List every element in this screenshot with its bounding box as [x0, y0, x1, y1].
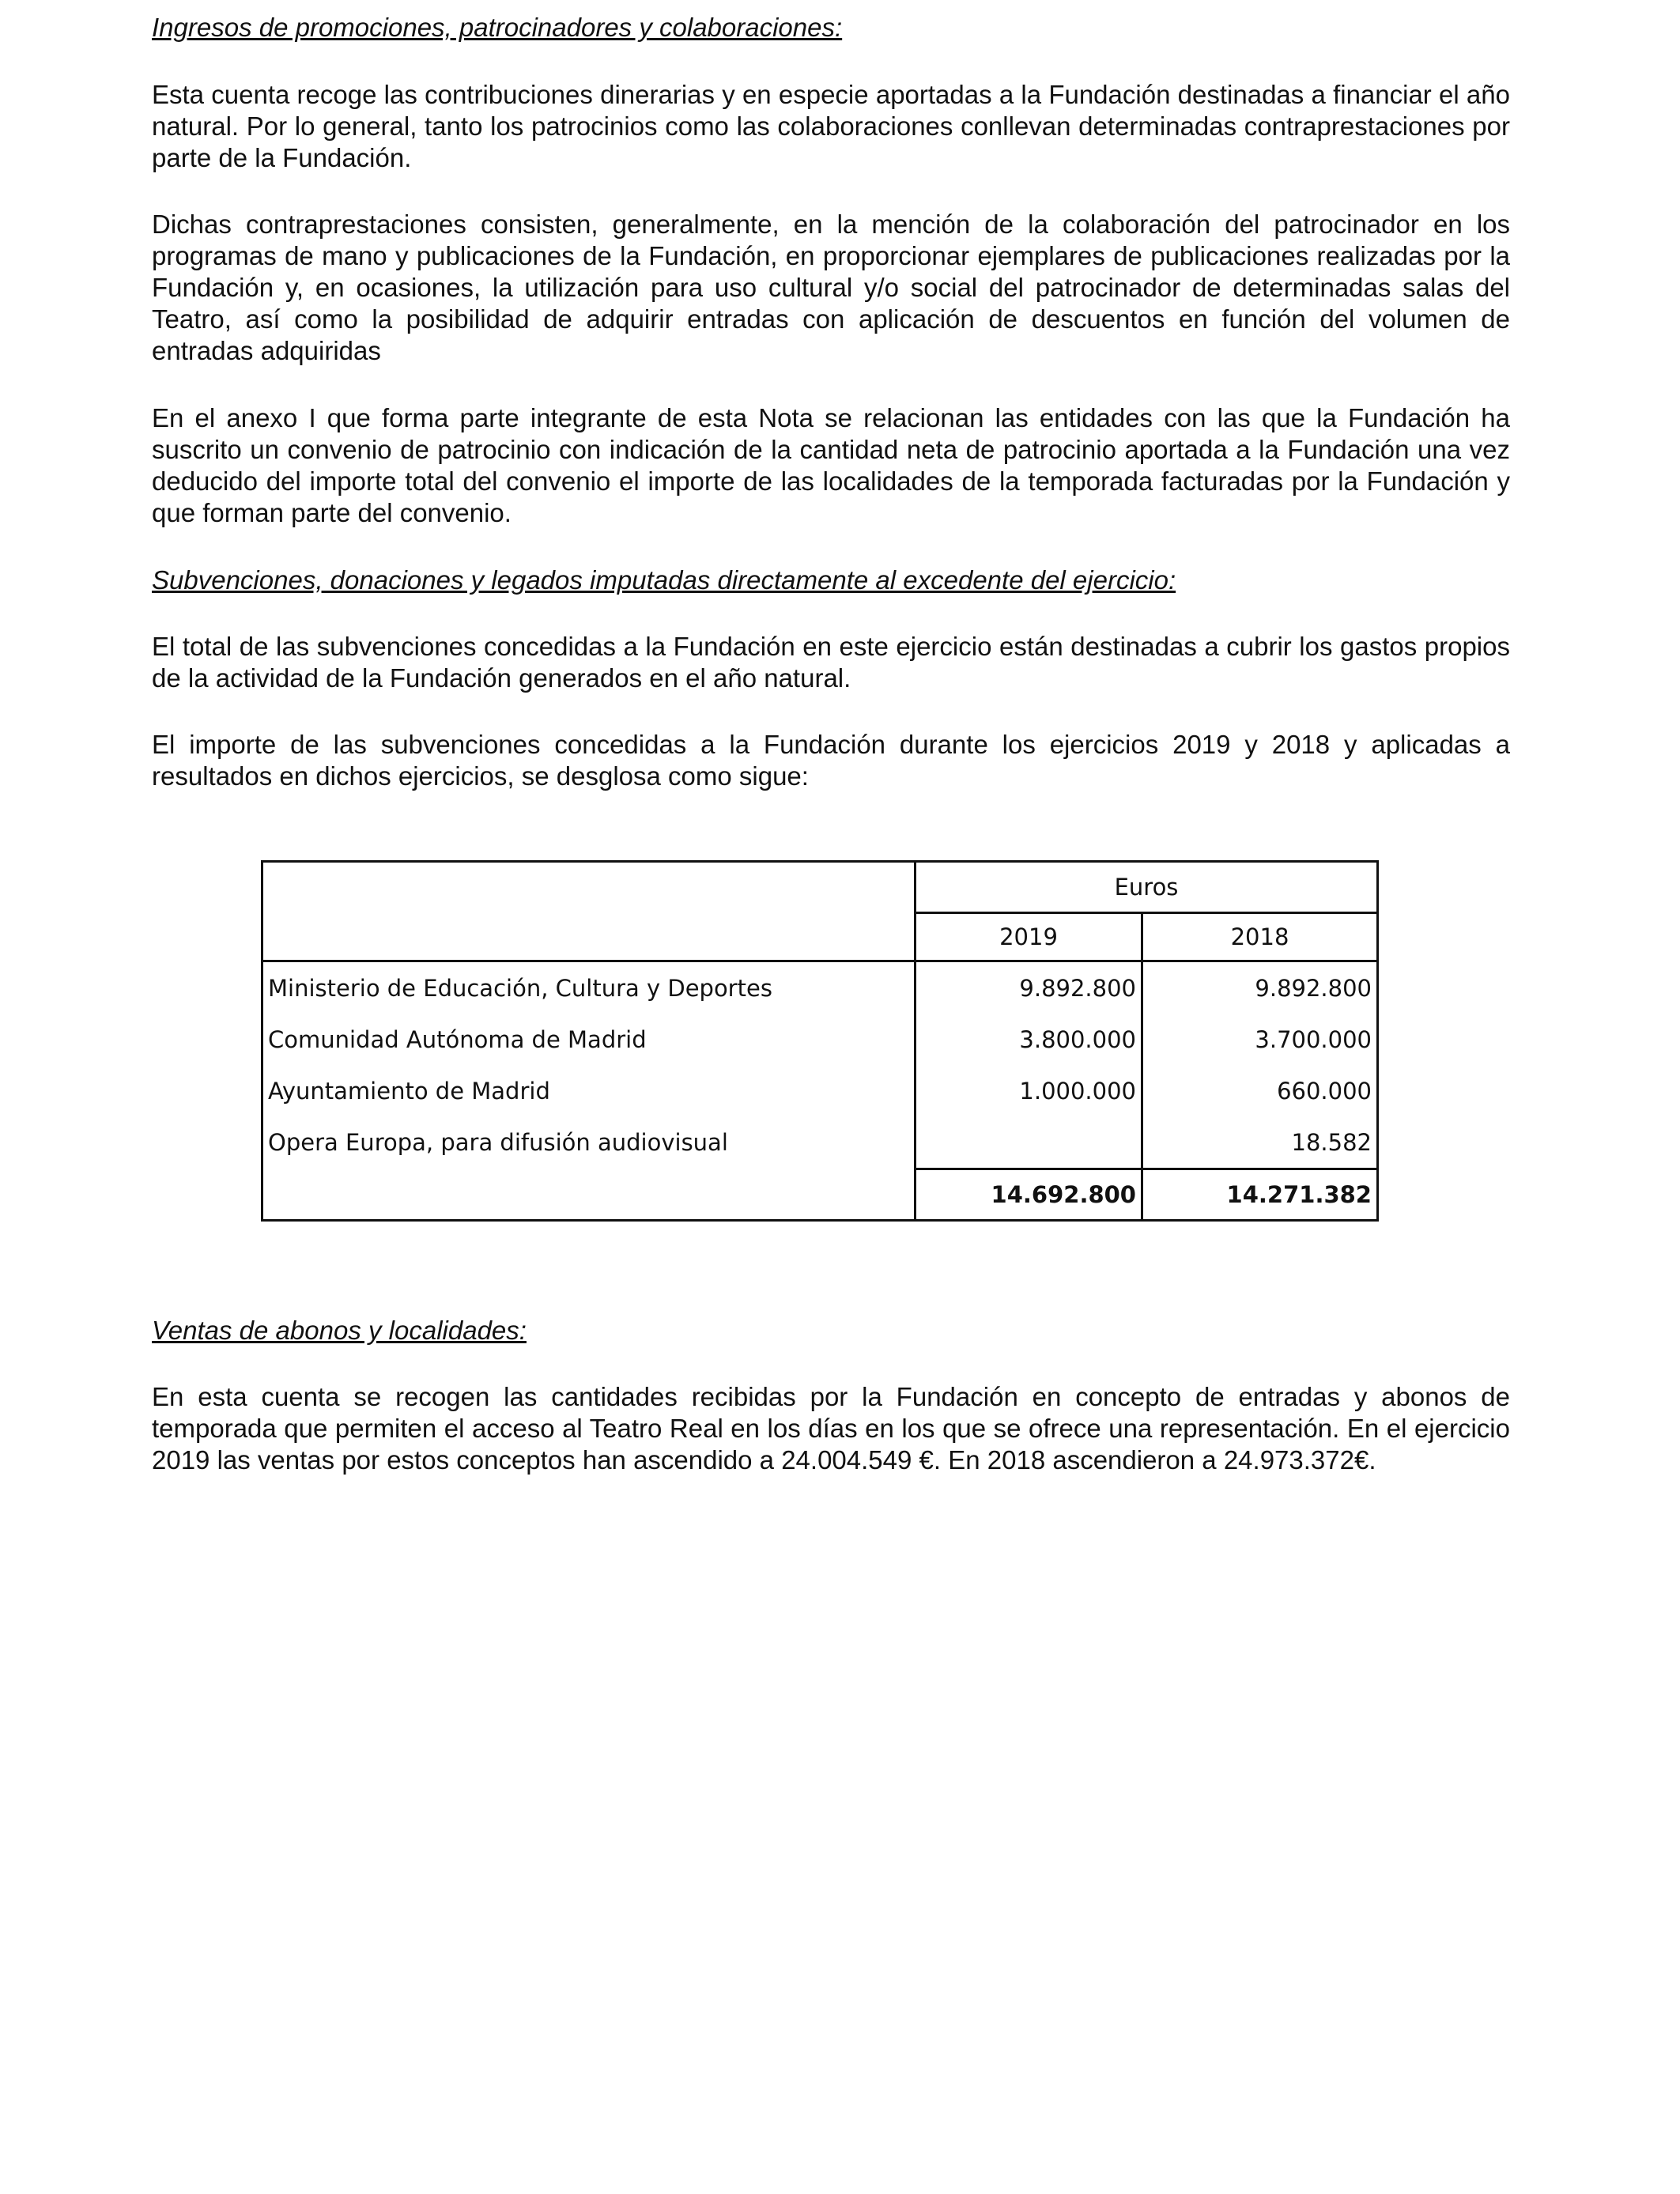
table-cell-2019: 9.892.800 [916, 961, 1142, 1014]
table-header-year-2018: 2018 [1142, 913, 1378, 961]
paragraph-subvenciones-1: El total de las subvenciones concedidas a la Fundación en este ejercicio están destinadas a cubrir los gastos propios de la actividad de la Fundación generados en el año natural. [152, 632, 1510, 693]
table-cell-2018: 660.000 [1142, 1065, 1378, 1116]
table-row [262, 1065, 1378, 1116]
subvenciones-table [261, 860, 1379, 1222]
table-header-row-currency [262, 862, 1378, 913]
table-total-2019: 14.692.800 [916, 1169, 1142, 1221]
table-total-label-empty [262, 1169, 916, 1221]
table-cell-2019: 1.000.000 [916, 1065, 1142, 1116]
table-row [262, 1116, 1378, 1169]
subvenciones-table-container [261, 860, 1376, 1213]
paragraph-subvenciones-2: El importe de las subvenciones concedidas a la Fundación durante los ejercicios 2019 y 2018 y aplicadas a resultados en dichos ejercicios, se desglosa como sigue: [152, 730, 1510, 791]
table-cell-2019: 3.800.000 [916, 1014, 1142, 1065]
table-total-2018: 14.271.382 [1142, 1169, 1378, 1221]
paragraph-ventas-1: En esta cuenta se recogen las cantidades recibidas por la Fundación en concepto de entradas y abonos de temporada que permiten el acceso al Teatro Real en los días en los que se ofrece una representación. En el ejercicio 2019 las ventas por estos conceptos han ascendido a 24.004.549 €. En 2018 ascendieron a 24.973.372€. [152, 1382, 1510, 1475]
table-row-label: Ayuntamiento de Madrid [268, 1077, 550, 1105]
paragraph-ingresos-2: Dichas contraprestaciones consisten, generalmente, en la mención de la colaboración del patrocinador en los programas de mano y publicaciones de la Fundación, en proporcionar ejemplares de publicaciones realizadas por la Fundación y, en ocasiones, la utilización para uso cultural y/o social del patrocinador de determinadas salas del Teatro, así como la posibilidad de adquirir entradas con aplicación de descuentos en función del volumen de entradas adquiridas [152, 210, 1510, 365]
paragraph-ingresos-1: Esta cuenta recoge las contribuciones dinerarias y en especie aportadas a la Fundación destinadas a financiar el año natural. Por lo general, tanto los patrocinios como las colaboraciones conllevan determinadas contraprestaciones por parte de la Fundación. [152, 80, 1510, 172]
section-heading-subvenciones: Subvenciones, donaciones y legados imputadas directamente al excedente del ejercicio: [152, 565, 1176, 595]
table-cell-2018: 3.700.000 [1142, 1014, 1378, 1065]
table-total-row [262, 1169, 1378, 1221]
table-cell-2018: 18.582 [1142, 1116, 1378, 1169]
table-row [262, 961, 1378, 1014]
paragraph-ingresos-3: En el anexo I que forma parte integrante de esta Nota se relacionan las entidades con las que la Fundación ha suscrito un convenio de patrocinio con indicación de la cantidad neta de patrocinio aportada a la Fundación una vez deducido del importe total del convenio el importe de las localidades de la temporada facturadas por la Fundación y que forman parte del convenio. [152, 403, 1510, 527]
table-row [262, 1014, 1378, 1065]
table-header-currency: Euros [916, 862, 1378, 913]
table-header-empty-cell [262, 862, 916, 961]
table-row-label: Opera Europa, para difusión audiovisual [268, 1129, 728, 1157]
table-header-year-2019: 2019 [916, 913, 1142, 961]
table-row-label: Ministerio de Educación, Cultura y Deportes [268, 974, 772, 1002]
table-row-label: Comunidad Autónoma de Madrid [268, 1025, 647, 1053]
section-heading-ingresos: Ingresos de promociones, patrocinadores y colaboraciones: [152, 13, 843, 42]
section-heading-ventas: Ventas de abonos y localidades: [152, 1316, 527, 1345]
table-cell-2018: 9.892.800 [1142, 961, 1378, 1014]
table-cell-2019 [916, 1116, 1142, 1169]
